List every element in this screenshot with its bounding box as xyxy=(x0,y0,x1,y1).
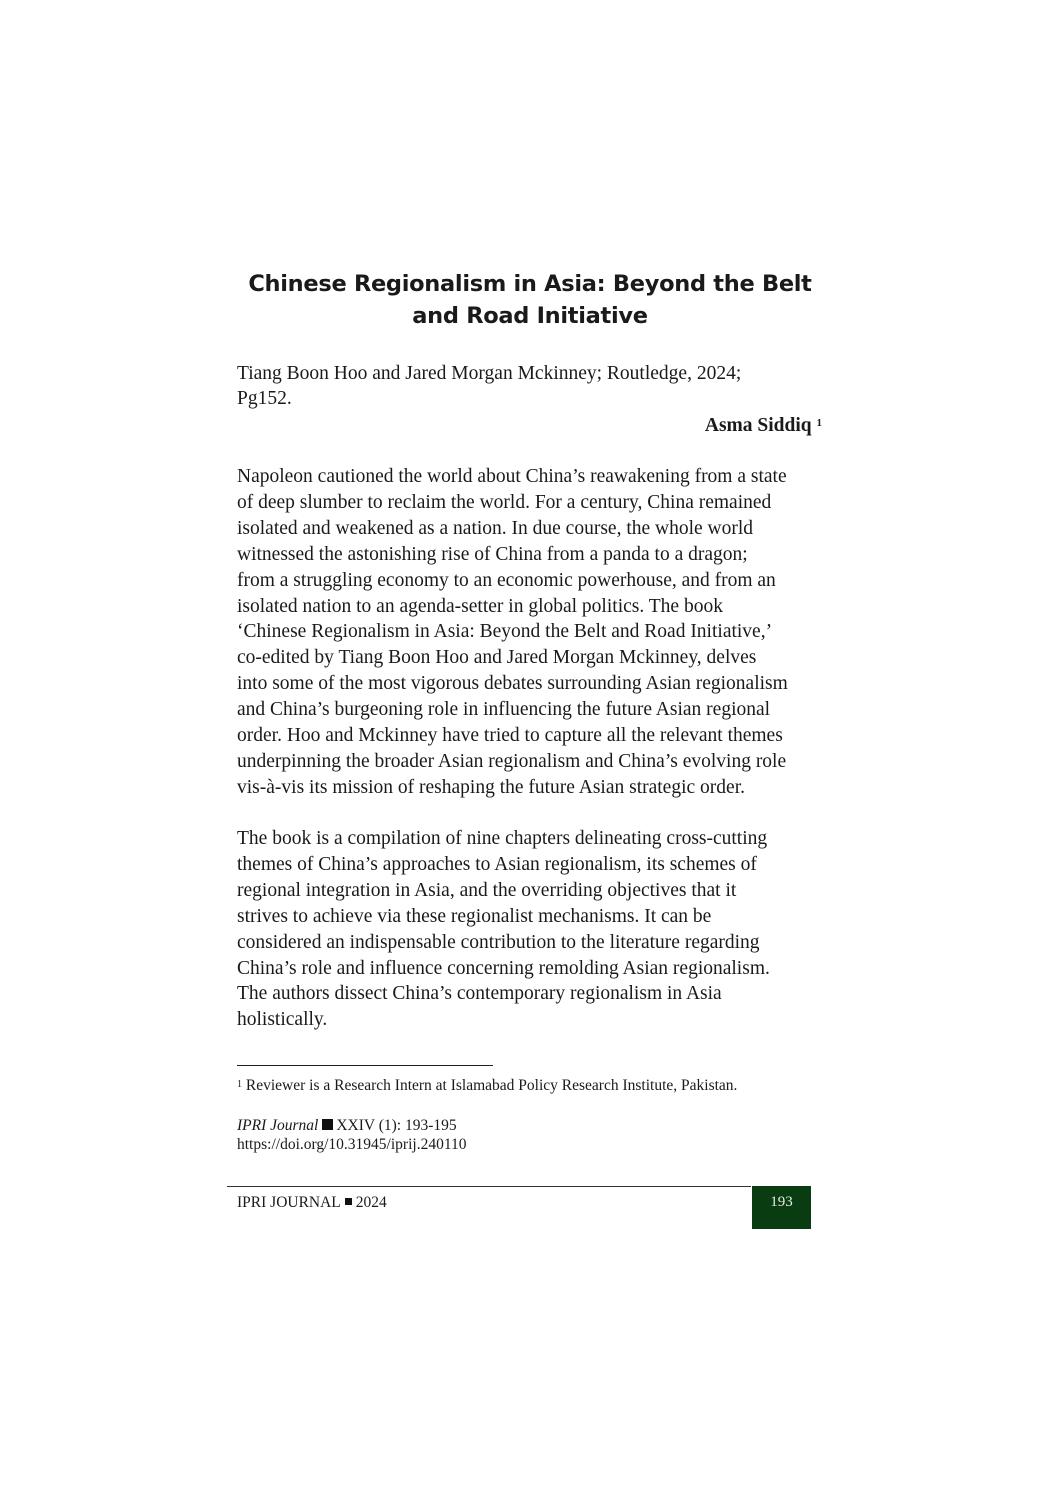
paragraph-line: isolated nation to an agenda-setter in global politics. The book xyxy=(237,595,723,617)
journal-issue: XXIV (1): 193-195 xyxy=(336,1117,457,1134)
doi-link[interactable]: https://doi.org/10.31945/iprij.240110 xyxy=(237,1136,467,1153)
paragraph-line: from a struggling economy to an economic powerhouse, and from an xyxy=(237,569,776,591)
paragraph-line: considered an indispensable contribution to the literature regarding xyxy=(237,931,760,953)
square-bullet-icon xyxy=(322,1119,333,1130)
citation-line: Tiang Boon Hoo and Jared Morgan Mckinney; Routledge, 2024; xyxy=(237,363,742,384)
review-title-line: Chinese Regionalism in Asia: Beyond the Belt xyxy=(248,271,812,297)
page-number-box xyxy=(752,1186,811,1229)
journal-metadata xyxy=(237,1116,467,1154)
paragraph-line: China’s role and influence concerning remolding Asian regionalism. xyxy=(237,957,770,979)
paragraph-line: co-edited by Tiang Boon Hoo and Jared Morgan Mckinney, delves xyxy=(237,647,757,669)
journal-name: IPRI Journal xyxy=(237,1117,319,1134)
reviewer-footnote-marker: 1 xyxy=(816,417,822,429)
footnote-marker: 1 xyxy=(237,1079,242,1090)
review-title-line: and Road Initiative xyxy=(412,303,648,329)
paragraph-line: themes of China’s approaches to Asian regionalism, its schemes of xyxy=(237,853,757,875)
footnote-text: Reviewer is a Research Intern at Islamabad Policy Research Institute, Pakistan. xyxy=(245,1077,738,1094)
paragraph-line: isolated and weakened as a nation. In due course, the whole world xyxy=(237,517,754,539)
paragraph-line: ‘Chinese Regionalism in Asia: Beyond the Belt and Road Initiative,’ xyxy=(237,621,773,643)
footer-year: 2024 xyxy=(355,1194,387,1211)
book-citation xyxy=(237,361,823,411)
review-title xyxy=(237,268,823,332)
paragraph-line: underpinning the broader Asian regionalism and China’s evolving role xyxy=(237,750,787,772)
running-footer xyxy=(237,1193,387,1213)
paragraph-line: order. Hoo and Mckinney have tried to capture all the relevant themes xyxy=(237,725,783,747)
paragraph-line: regional integration in Asia, and the overriding objectives that it xyxy=(237,879,737,901)
paragraph-line: witnessed the astonishing rise of China from a panda to a dragon; xyxy=(237,543,748,565)
journal-issue-line xyxy=(237,1116,467,1135)
body-paragraph-1 xyxy=(237,464,820,801)
footer-journal-name: IPRI JOURNAL xyxy=(237,1194,341,1211)
body-paragraph-2 xyxy=(237,826,820,1033)
paragraph-line: of deep slumber to reclaim the world. For a century, China remained xyxy=(237,491,772,513)
footnote xyxy=(237,1076,737,1096)
paragraph-line: vis-à-vis its mission of reshaping the future Asian strategic order. xyxy=(237,776,745,798)
footnote-divider xyxy=(237,1065,493,1066)
paragraph-line: into some of the most vigorous debates surrounding Asian regionalism xyxy=(237,673,788,695)
paragraph-line: The book is a compilation of nine chapters delineating cross-cutting xyxy=(237,828,768,849)
paragraph-line: Napoleon cautioned the world about China’s reawakening from a state xyxy=(237,466,787,487)
square-bullet-icon xyxy=(345,1198,352,1205)
paragraph-line: The authors dissect China’s contemporary regionalism in Asia xyxy=(237,983,722,1005)
paragraph-line: holistically. xyxy=(237,1009,328,1031)
paragraph-line: strives to achieve via these regionalist mechanisms. It can be xyxy=(237,905,712,927)
citation-line: Pg152. xyxy=(237,388,292,409)
paragraph-line: and China’s burgeoning role in influencing the future Asian regional xyxy=(237,699,771,721)
footer-divider xyxy=(227,1186,751,1187)
reviewer-name xyxy=(705,413,822,438)
page-number: 193 xyxy=(770,1194,793,1210)
reviewer-name-text: Asma Siddiq xyxy=(704,415,812,436)
